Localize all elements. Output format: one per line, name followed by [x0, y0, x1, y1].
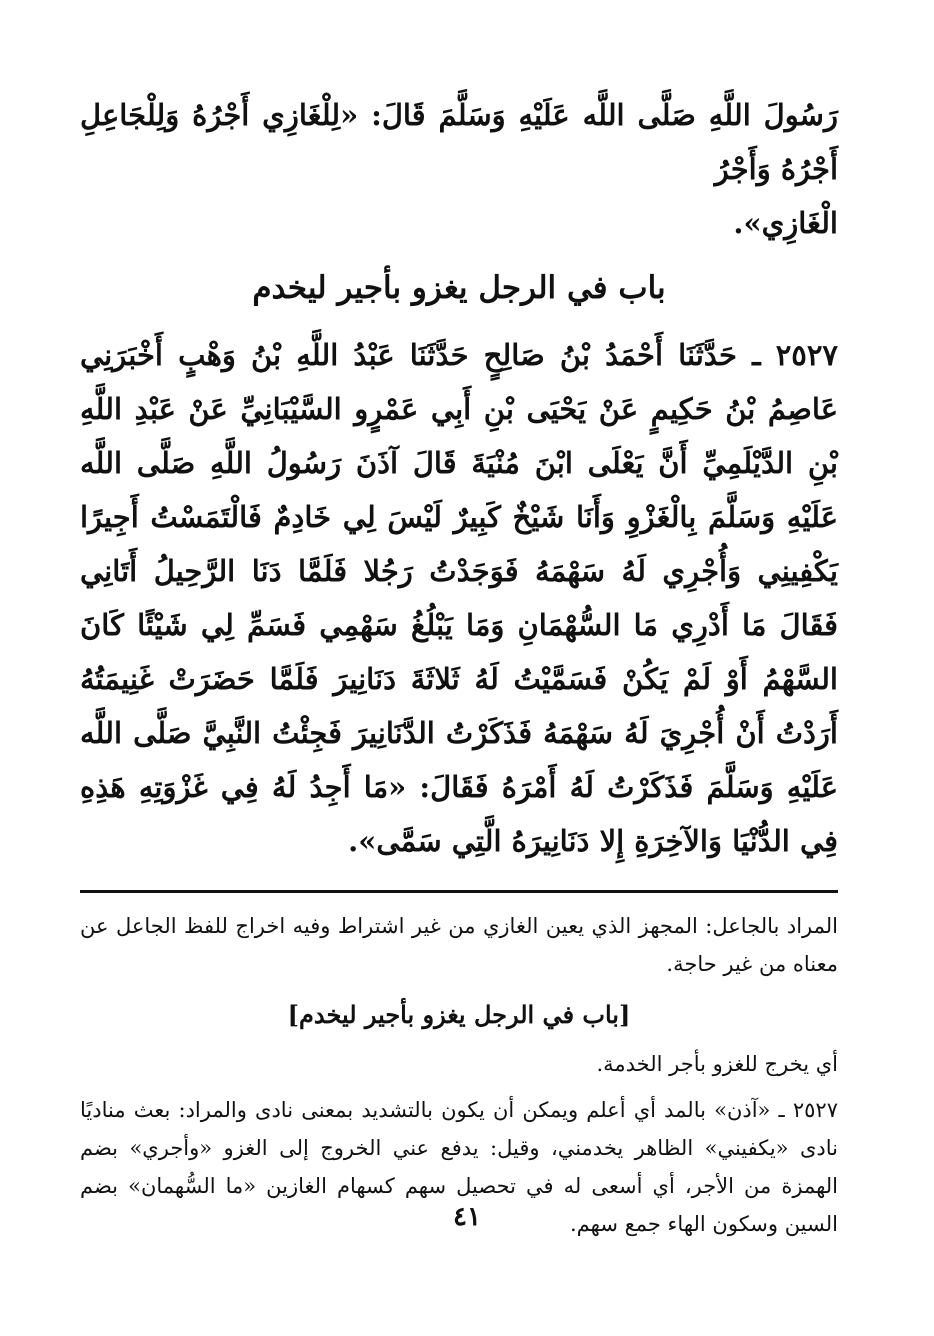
- page-number: ٤١: [453, 1202, 481, 1232]
- commentary-heading: [باب في الرجل يغزو بأجير ليخدم]: [287, 1000, 631, 1029]
- chapter-heading: باب في الرجل يغزو بأجير ليخدم: [252, 270, 666, 306]
- hadith-text: ٢٥٢٧ ـ حَدَّثَنَا أَحْمَدُ بْنُ صَالِحٍ حَدَّثَنَا عَبْدُ اللَّهِ بْنُ وَهْبٍ أَخْبَرَنِي عَاصِمُ بْنُ حَكِيمٍ عَنْ يَحْيَى بْنِ أَبِي عَمْرٍو السَّيْبَانِيِّ عَنْ عَبْدِ اللَّهِ بْنِ الدَّيْلَمِيِّ أَنَّ يَعْلَى ابْنَ مُنْيَةَ قَالَ آذَنَ رَسُولُ اللَّهِ صَلَّى اللَّه عَلَيْهِ وَسَلَّمَ بِالْغَزْوِ وَأَنَا شَيْخٌ كَبِيرٌ لَيْسَ لِي خَادِمٌ فَالْتَمَسْتُ أَجِيرًا يَكْفِينِي وَأُجْرِي لَهُ سَهْمَهُ فَوَجَدْتُ رَجُلا فَلَمَّا دَنَا الرَّحِيلُ أَتَانِي فَقَالَ مَا أَدْرِي مَا السُّهْمَانِ وَمَا يَبْلُغُ سَهْمِي فَسَمِّ لِي شَيْئًا كَانَ السَّهْمُ أَوْ لَمْ يَكُنْ فَسَمَّيْتُ لَهُ ثَلاثَةَ دَنَانِيرَ فَلَمَّا حَضَرَتْ غَنِيمَتُهُ أَرَدْتُ أَنْ أُجْرِيَ لَهُ سَهْمَهُ فَذَكَرْتُ الدَّنَانِيرَ فَجِئْتُ النَّبِيَّ صَلَّى اللَّه عَلَيْهِ وَسَلَّمَ فَذَكَرْتُ لَهُ أَمْرَهُ فَقَالَ: «مَا أَجِدُ لَهُ فِي غَزْوَتِهِ هَذِهِ فِي الدُّنْيَا وَالآخِرَةِ إِلا دَنَانِيرَهُ الَّتِي سَمَّى».: [80, 338, 838, 858]
- note-meaning: أي يخرج للغزو بأجر الخدمة.: [596, 1052, 838, 1076]
- note-hadith-2527: ٢٥٢٧ ـ «آذن» بالمد أي أعلم ويمكن أن يكون بالتشديد بمعنى نادى والمراد: بعث مناديًا نادى «يكفيني» الظاهر يخدمني، وقيل: يدفع عني الخروج إلى الغزو «وأجري» بضم الهمزة من الأجر، أي أسعى له في تحصيل سهم كسهام الغازين «ما السُّهمان» بضم السين وسكون الهاء جمع سهم.: [80, 1098, 838, 1236]
- intro-line-2: الْغَازِي».: [733, 206, 838, 240]
- intro-line-1: رَسُولَ اللَّهِ صَلَّى اللَّه عَلَيْهِ وَسَلَّمَ قَالَ: «لِلْغَازِي أَجْرُهُ وَلِلْجَاعِلِ أَجْرُهُ وَأَجْرُ: [80, 98, 838, 186]
- commentary: [80, 907, 838, 1243]
- main-text: [80, 88, 838, 868]
- note-jaail: المراد بالجاعل: المجهز الذي يعين الغازي من غير اشتراط وفيه اخراج للفظ الجاعل عن معناه من غير حاجة.: [80, 914, 838, 976]
- footnote-divider: [80, 890, 838, 893]
